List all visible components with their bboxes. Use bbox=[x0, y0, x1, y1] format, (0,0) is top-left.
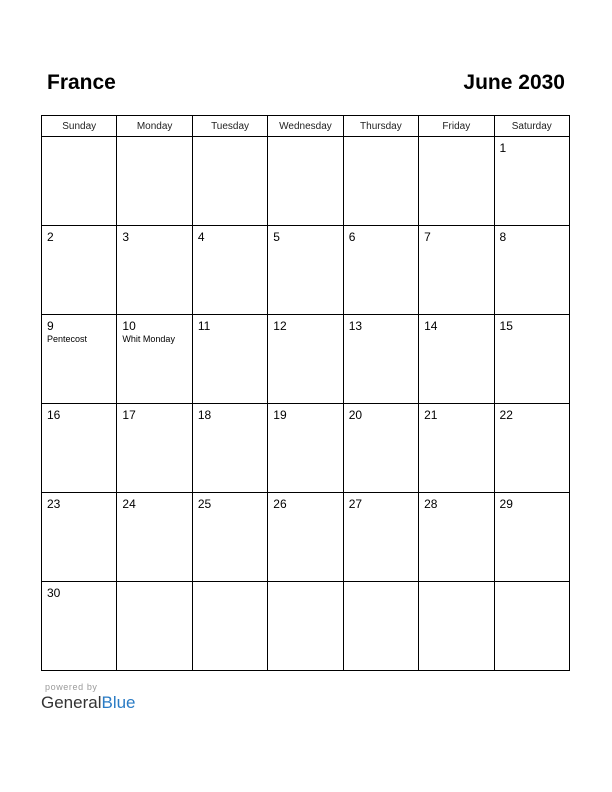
day-cell bbox=[494, 137, 569, 226]
week-row bbox=[42, 226, 570, 315]
day-cell bbox=[268, 582, 343, 671]
day-number bbox=[495, 582, 569, 586]
day-number bbox=[268, 137, 342, 141]
day-number bbox=[193, 137, 267, 141]
day-cell bbox=[494, 226, 569, 315]
day-cell bbox=[192, 315, 267, 404]
day-number bbox=[344, 137, 418, 141]
day-number: 26 bbox=[273, 497, 287, 511]
day-cell bbox=[117, 226, 192, 315]
day-cell bbox=[343, 315, 418, 404]
day-cell bbox=[192, 493, 267, 582]
day-cell bbox=[343, 404, 418, 493]
day-number: 11 bbox=[197, 319, 211, 333]
day-number: 27 bbox=[348, 497, 363, 511]
calendar-grid bbox=[41, 115, 570, 671]
day-number bbox=[193, 582, 267, 586]
day-cell bbox=[419, 226, 494, 315]
week-row bbox=[42, 315, 570, 404]
day-number: 17 bbox=[122, 408, 136, 422]
day-cell bbox=[343, 582, 418, 671]
day-number: 28 bbox=[424, 497, 438, 511]
day-number bbox=[42, 137, 116, 141]
day-cell bbox=[343, 493, 418, 582]
day-number bbox=[117, 582, 191, 586]
day-cell bbox=[419, 404, 494, 493]
day-cell bbox=[42, 582, 117, 671]
day-number: 8 bbox=[499, 230, 507, 244]
weekday-header: Wednesday bbox=[268, 116, 343, 137]
day-cell bbox=[268, 315, 343, 404]
day-cell bbox=[419, 582, 494, 671]
day-cell bbox=[42, 493, 117, 582]
weekday-header-row bbox=[42, 116, 570, 137]
day-number: 19 bbox=[273, 408, 287, 422]
holiday-label: Pentecost bbox=[47, 334, 88, 344]
day-number bbox=[117, 137, 191, 141]
weekday-header: Thursday bbox=[343, 116, 418, 137]
day-cell bbox=[117, 404, 192, 493]
day-cell bbox=[117, 493, 192, 582]
day-cell bbox=[192, 226, 267, 315]
weekday-header: Friday bbox=[419, 116, 494, 137]
day-cell bbox=[192, 137, 267, 226]
day-number: 25 bbox=[197, 497, 212, 511]
day-number: 18 bbox=[197, 408, 212, 422]
day-number: 23 bbox=[47, 497, 61, 511]
month-title: June 2030 bbox=[463, 71, 565, 94]
day-cell bbox=[42, 315, 117, 404]
day-number: 10 bbox=[122, 319, 136, 333]
weekday-header: Saturday bbox=[494, 116, 569, 137]
day-cell bbox=[494, 582, 569, 671]
brand-logo bbox=[41, 693, 136, 713]
day-number: 13 bbox=[348, 319, 363, 333]
day-number: 16 bbox=[47, 408, 61, 422]
day-cell bbox=[42, 137, 117, 226]
day-number: 9 bbox=[47, 319, 54, 333]
day-cell bbox=[268, 137, 343, 226]
brand-part-general: General bbox=[41, 693, 102, 712]
day-cell bbox=[42, 226, 117, 315]
day-number: 24 bbox=[122, 497, 136, 511]
day-number: 3 bbox=[122, 230, 130, 244]
weekday-header: Monday bbox=[117, 116, 192, 137]
day-number: 21 bbox=[424, 408, 438, 422]
day-number: 6 bbox=[348, 230, 356, 244]
day-cell bbox=[117, 137, 192, 226]
day-number bbox=[268, 582, 342, 586]
day-cell bbox=[268, 404, 343, 493]
day-number: 29 bbox=[499, 497, 513, 511]
day-number: 7 bbox=[424, 230, 431, 244]
day-number: 4 bbox=[197, 230, 205, 244]
day-cell bbox=[343, 226, 418, 315]
day-number: 1 bbox=[499, 141, 507, 155]
weekday-header: Tuesday bbox=[192, 116, 267, 137]
day-cell bbox=[494, 404, 569, 493]
week-row bbox=[42, 582, 570, 671]
day-cell bbox=[192, 404, 267, 493]
week-row bbox=[42, 493, 570, 582]
day-cell bbox=[268, 226, 343, 315]
brand-part-blue: Blue bbox=[101, 693, 136, 712]
day-number: 30 bbox=[47, 586, 61, 600]
day-number: 5 bbox=[273, 230, 280, 244]
week-row bbox=[42, 137, 570, 226]
week-row bbox=[42, 404, 570, 493]
holiday-label: Whit Monday bbox=[122, 334, 175, 344]
day-number: 14 bbox=[424, 319, 438, 333]
day-number bbox=[419, 582, 493, 586]
day-cell bbox=[419, 315, 494, 404]
day-cell bbox=[192, 582, 267, 671]
day-cell bbox=[419, 137, 494, 226]
day-number: 20 bbox=[348, 408, 363, 422]
day-cell bbox=[268, 493, 343, 582]
day-cell bbox=[343, 137, 418, 226]
day-number bbox=[419, 137, 493, 141]
day-cell bbox=[494, 493, 569, 582]
day-cell bbox=[117, 582, 192, 671]
day-number: 15 bbox=[499, 319, 513, 333]
day-number: 12 bbox=[273, 319, 287, 333]
day-number: 2 bbox=[47, 230, 54, 244]
day-number bbox=[344, 582, 418, 586]
country-title: France bbox=[47, 71, 116, 94]
day-cell bbox=[419, 493, 494, 582]
powered-by-text: powered by bbox=[45, 682, 98, 692]
day-cell bbox=[42, 404, 117, 493]
weekday-header: Sunday bbox=[42, 116, 117, 137]
day-cell bbox=[117, 315, 192, 404]
day-number: 22 bbox=[499, 408, 513, 422]
day-cell bbox=[494, 315, 569, 404]
